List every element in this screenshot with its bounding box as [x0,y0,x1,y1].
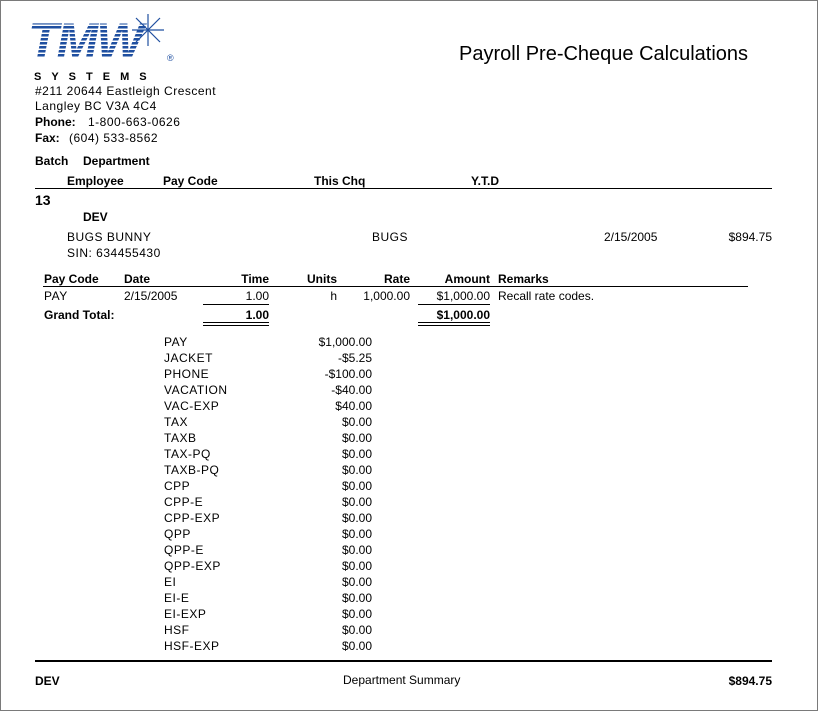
col-date: Date [124,272,151,286]
deduction-amount: $0.00 [341,447,372,461]
deduction-code: EI-EXP [164,607,207,621]
time-total-double-rule [203,322,269,326]
grand-total-amount: $1,000.00 [436,308,490,322]
amount-total-double-rule [418,322,490,326]
deduction-code: HSF-EXP [164,639,220,653]
address-line-1: #211 20644 Eastleigh Crescent [35,84,217,98]
summary-department: DEV [35,674,60,688]
deduction-amount: $0.00 [341,543,372,557]
employee-code: BUGS [372,230,409,244]
col-units: Units [307,272,337,286]
detail-header-rule [43,286,748,287]
deduction-amount: $0.00 [341,431,372,445]
ytd-header: Y.T.D [471,174,500,188]
deduction-amount: -$5.25 [337,351,372,365]
col-pay-code: Pay Code [44,272,99,286]
deduction-amount: $0.00 [341,511,372,525]
deduction-amount: -$100.00 [324,367,372,381]
address-line-2: Langley BC V3A 4C4 [35,99,157,113]
deduction-amount: $0.00 [341,575,372,589]
deduction-code: TAX-PQ [164,447,211,461]
deduction-amount: -$40.00 [331,383,372,397]
deduction-code: CPP [164,479,191,493]
deduction-amount: $1,000.00 [318,335,372,349]
time-subtotal-rule [203,304,269,305]
phone-label: Phone: [35,115,76,129]
deduction-code: VAC-EXP [164,399,220,413]
deduction-amount: $0.00 [341,479,372,493]
batch-header: Batch [35,154,69,168]
deduction-code: EI [164,575,177,589]
row-remarks: Recall rate codes. [498,289,595,303]
deduction-code: JACKET [164,351,214,365]
deduction-amount: $0.00 [341,527,372,541]
grand-total-time: 1.00 [245,308,269,322]
department-code: DEV [83,210,108,224]
deduction-code: QPP-EXP [164,559,221,573]
deduction-code: TAX [164,415,188,429]
deduction-code: VACATION [164,383,228,397]
deduction-amount: $0.00 [341,415,372,429]
deduction-amount: $0.00 [341,607,372,621]
row-units: h [330,289,337,303]
summary-label: Department Summary [343,673,461,687]
deduction-code: CPP-EXP [164,511,221,525]
deduction-amount: $0.00 [341,623,372,637]
row-date: 2/15/2005 [124,289,178,303]
summary-amount: $894.75 [728,674,772,688]
deduction-code: TAXB [164,431,197,445]
tmw-logo [28,14,178,84]
col-amount: Amount [444,272,490,286]
col-time: Time [241,272,269,286]
phone-number: 1-800-663-0626 [88,115,181,129]
deduction-code: EI-E [164,591,190,605]
header-rule [35,188,772,189]
deduction-amount: $0.00 [341,639,372,653]
deduction-amount: $0.00 [341,559,372,573]
row-amount: $1,000.00 [436,289,490,303]
batch-number: 13 [35,192,51,208]
department-header: Department [83,154,150,168]
col-rate: Rate [383,272,410,286]
grand-total-label: Grand Total: [44,308,115,322]
logo-wordmark: TMW [28,14,142,69]
logo-subtitle: SYSTEMS [34,71,157,83]
deduction-amount: $0.00 [341,463,372,477]
logo-star-icon [132,14,164,46]
summary-rule [35,660,772,662]
pay-code-header: Pay Code [163,174,218,188]
registered-mark: ® [167,53,174,63]
deduction-code: PHONE [164,367,210,381]
deduction-amount: $0.00 [341,495,372,509]
employee-name: BUGS BUNNY [67,230,152,244]
deduction-amount: $40.00 [335,399,372,413]
deduction-code: QPP [164,527,191,541]
employee-sin: SIN: 634455430 [67,246,161,260]
fax-label: Fax: [35,131,60,145]
row-time: 1.00 [245,289,269,303]
fax-number: (604) 533-8562 [69,131,159,145]
this-chq-header: This Chq [314,174,366,188]
deduction-amount: $0.00 [341,591,372,605]
employee-date: 2/15/2005 [604,230,658,244]
deduction-code: TAXB-PQ [164,463,220,477]
employee-amount: $894.75 [728,230,772,244]
report-title: Payroll Pre-Cheque Calculations [459,43,749,65]
deduction-code: QPP-E [164,543,204,557]
employee-header: Employee [67,174,124,188]
row-pay-code: PAY [44,289,68,303]
deduction-code: CPP-E [164,495,204,509]
row-rate: 1,000.00 [363,289,410,303]
deduction-code: HSF [164,623,190,637]
col-remarks: Remarks [498,272,549,286]
amount-subtotal-rule [418,304,490,305]
deduction-code: PAY [164,335,188,349]
